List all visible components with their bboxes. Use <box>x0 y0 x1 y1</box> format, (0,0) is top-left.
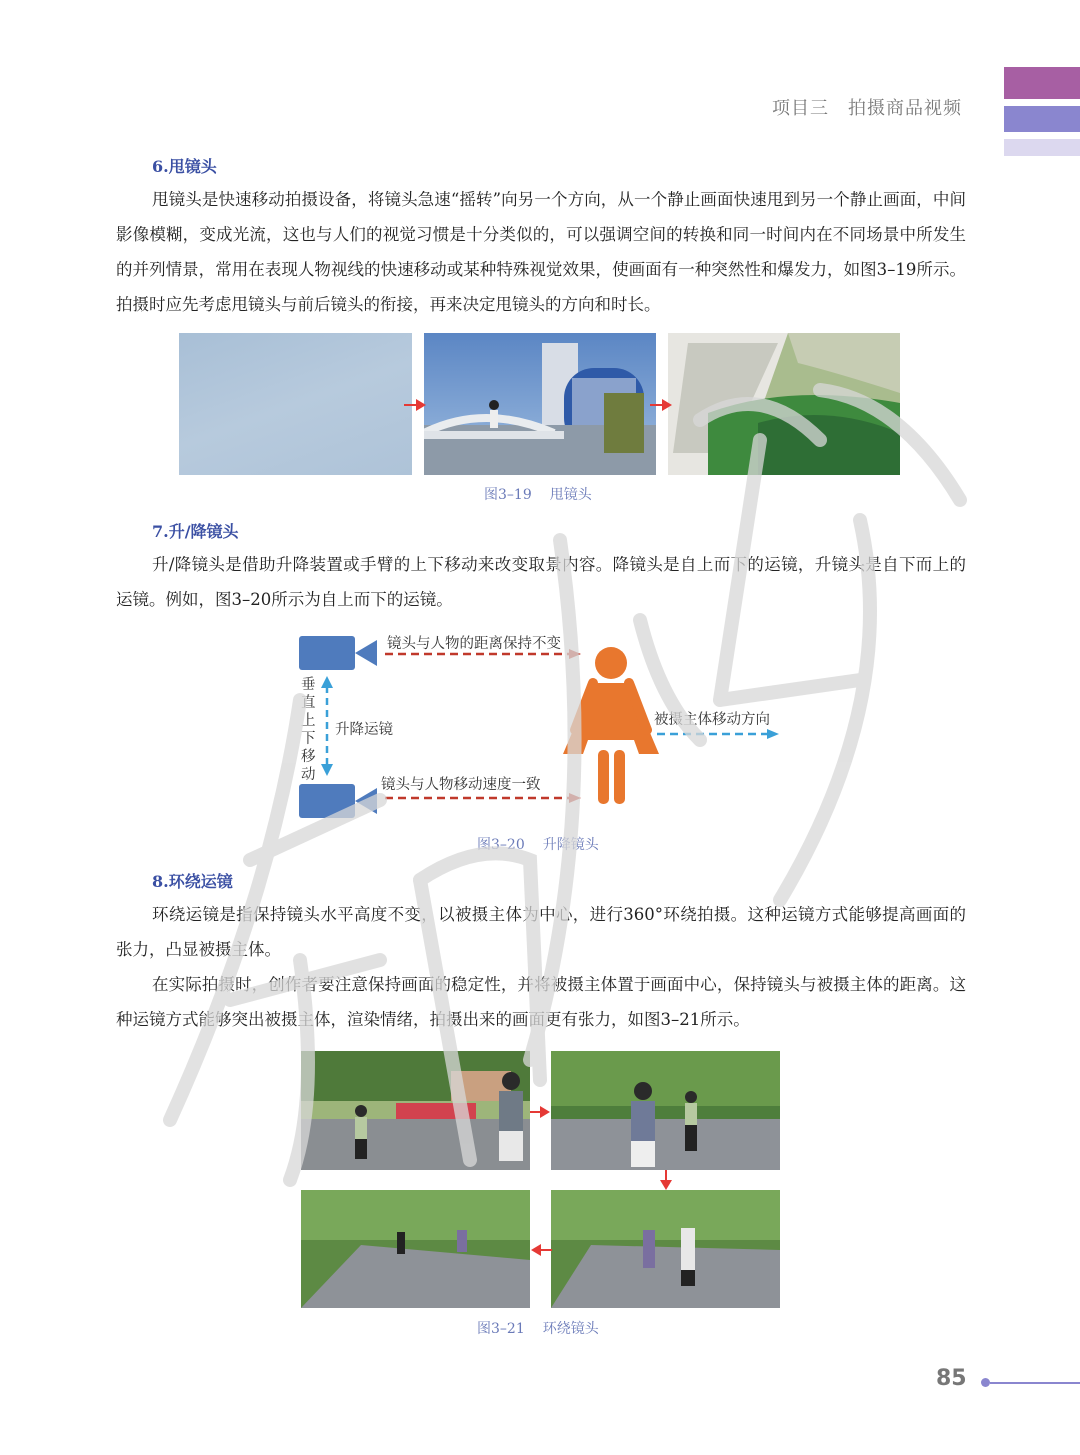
figure-title: 环绕镜头 <box>542 1321 599 1337</box>
section-paragraph-7: 升/降镜头是借助升降装置或手臂的上下移动来改变取景内容。降镜头是自上而下的运镜，升镜头是自下而上的运镜。例如，图3–20所示为自上而下的运镜。 <box>116 555 966 609</box>
section-heading-6: 6.甩镜头 <box>152 157 217 176</box>
diagram-vertical-label: 垂直上下移动 <box>301 677 316 783</box>
section-paragraph-8a: 环绕运镜是指保持镜头水平高度不变，以被摄主体为中心，进行360°环绕拍摄。这种运镜方式能够提高画面的张力，凸显被摄主体。 <box>116 905 966 959</box>
orbit-photo-3 <box>551 1190 780 1308</box>
diagram-top-label: 镜头与人物的距离保持不变 <box>387 636 561 652</box>
page-number: 85 <box>936 1366 967 1391</box>
camera-bottom-icon <box>299 784 355 818</box>
page-number-dot <box>981 1378 990 1387</box>
figure-number: 图3–21 <box>477 1321 525 1337</box>
figure-caption-3-20 <box>477 834 599 854</box>
orbit-photo-4 <box>301 1190 530 1308</box>
whip-pan-photo-blur <box>668 333 900 475</box>
orbit-arrow-2 <box>660 1180 672 1190</box>
header-tab-bar-lavender <box>1004 106 1080 132</box>
whip-pan-photo-sky <box>179 333 412 475</box>
whip-pan-photo-building <box>424 333 656 475</box>
figure-number: 图3–20 <box>477 837 525 853</box>
orbit-photo-1 <box>301 1051 530 1170</box>
diagram-bottom-label: 镜头与人物移动速度一致 <box>381 777 541 793</box>
diagram-middle-label: 升降运镜 <box>335 722 393 738</box>
transition-arrow-1 <box>416 399 426 411</box>
header-tab-bar-light <box>1004 139 1080 156</box>
figure-caption-3-19 <box>484 484 592 504</box>
section-heading-8: 8.环绕运镜 <box>152 872 233 891</box>
orbit-photo-2 <box>551 1051 780 1170</box>
figure-number: 图3–19 <box>484 487 532 503</box>
camera-top-icon <box>299 636 355 670</box>
orbit-arrow-1 <box>540 1106 550 1118</box>
header-tab-bar-purple <box>1004 67 1080 99</box>
section-paragraph-6: 甩镜头是快速移动拍摄设备，将镜头急速“摇转”向另一个方向，从一个静止画面快速甩到另一个静止画面，中间影像模糊，变成光流，这也与人们的视觉习惯是十分类似的，可以强调空间的转换和同一时间内在不同场景中所发生的并列情景，常用在表现人物视线的快速移动或某种特殊视觉效果，使画面有一种突然性和爆发力，如图3–19所示。拍摄时应先考虑甩镜头与前后镜头的衔接，再来决定甩镜头的方向和时长。 <box>116 190 966 314</box>
figure-title: 甩镜头 <box>549 487 592 503</box>
running-header: 项目三 拍摄商品视频 <box>772 98 962 119</box>
diagram-subject-label: 被摄主体移动方向 <box>654 712 770 728</box>
page-number-rule <box>990 1382 1080 1384</box>
orbit-arrow-3 <box>531 1244 541 1256</box>
crane-shot-diagram <box>297 630 787 830</box>
transition-arrow-2 <box>662 399 672 411</box>
figure-caption-3-21 <box>477 1318 599 1338</box>
orbit-arrow-line-3 <box>540 1249 552 1251</box>
section-paragraph-8b: 在实际拍摄时，创作者要注意保持画面的稳定性，并将被摄主体置于画面中心，保持镜头与被摄主体的距离。这种运镜方式能够突出被摄主体，渲染情绪，拍摄出来的画面更有张力，如图3–21所示。 <box>116 975 966 1029</box>
figure-title: 升降镜头 <box>542 837 599 853</box>
section-heading-7: 7.升/降镜头 <box>152 522 239 541</box>
